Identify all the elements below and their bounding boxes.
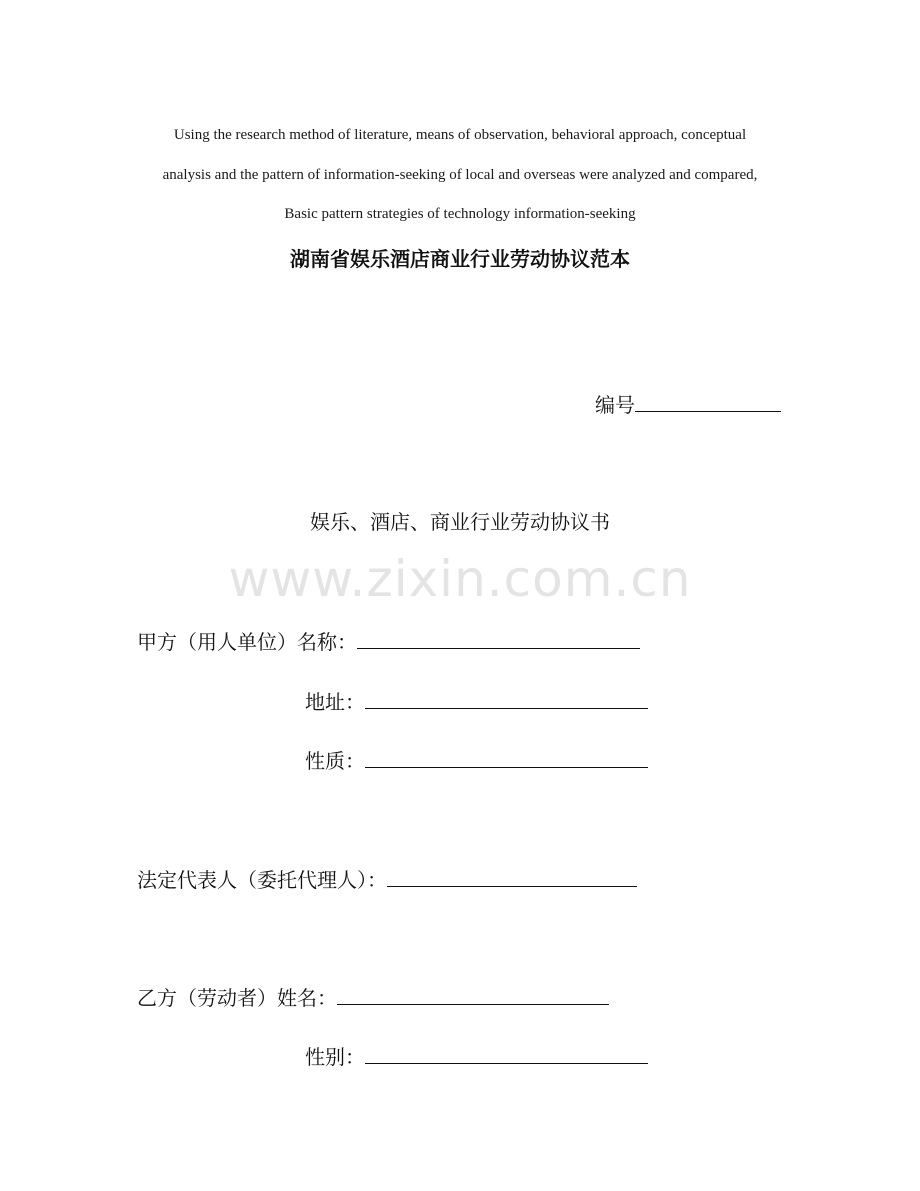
gender-row xyxy=(305,1041,648,1071)
party-b-name-blank xyxy=(337,982,609,1005)
address-label: 地址： xyxy=(305,690,365,714)
watermark: www.zixin.com.cn xyxy=(228,550,692,608)
party-b-name-label: 乙方（劳动者）姓名： xyxy=(137,986,337,1010)
gender-blank xyxy=(365,1041,648,1064)
address-blank xyxy=(365,686,648,709)
party-a-name-row xyxy=(137,626,640,656)
contract-title: 娱乐、酒店、商业行业劳动协议书 xyxy=(310,510,610,534)
party-a-name-label: 甲方（用人单位）名称： xyxy=(137,630,357,654)
abstract-line-1: Using the research method of literature, means of observation, behavioral approach, conceptual xyxy=(173,127,747,143)
party-b-name-row xyxy=(137,982,609,1012)
serial-number-label: 编号 xyxy=(595,393,635,417)
nature-blank xyxy=(365,745,648,768)
address-row xyxy=(305,686,648,716)
legal-representative-label: 法定代表人（委托代理人）： xyxy=(137,868,387,892)
abstract-line-3: Basic pattern strategies of technology information-seeking xyxy=(284,206,636,222)
party-a-name-blank xyxy=(357,626,640,649)
nature-label: 性质： xyxy=(305,749,365,773)
legal-representative-blank xyxy=(387,864,637,887)
serial-number-row xyxy=(595,389,781,419)
legal-representative-row xyxy=(137,864,637,894)
nature-row xyxy=(305,745,648,775)
document-title: 湖南省娱乐酒店商业行业劳动协议范本 xyxy=(290,247,630,271)
gender-label: 性别： xyxy=(305,1045,365,1069)
abstract-line-2: analysis and the pattern of information-seeking of local and overseas were analyzed and compared, xyxy=(162,167,758,183)
serial-number-blank xyxy=(635,389,781,412)
